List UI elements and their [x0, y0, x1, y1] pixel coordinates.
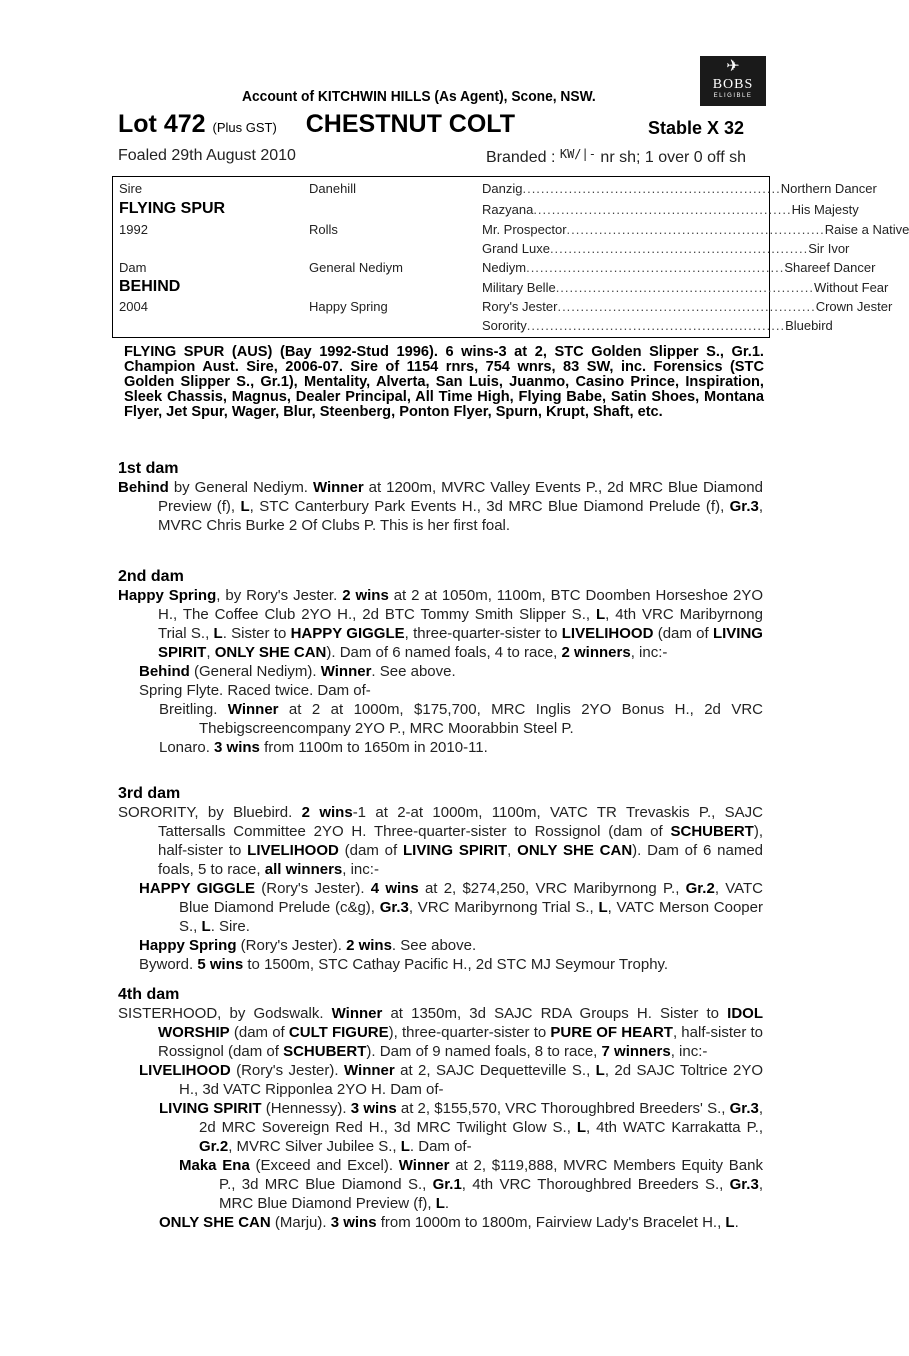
- bold-text: 3 wins: [330, 1214, 377, 1231]
- horse-description: CHESTNUT COLT: [305, 110, 515, 138]
- pedigree-paragraph: [118, 1099, 763, 1156]
- text: at 1350m, 3d SAJC RDA Groups H. Sister to: [382, 1005, 728, 1022]
- text: at 2, $274,250, VRC Maribyrnong P.,: [418, 880, 686, 897]
- bold-text: IDOL WORSHIP: [158, 1005, 763, 1041]
- pedigree-paragraph: [118, 478, 763, 535]
- text: Breitling.: [159, 701, 228, 718]
- gen3-row: Grand Luxe ........................................................ Sir Ivor: [482, 241, 850, 256]
- text: . See above.: [391, 937, 477, 954]
- pedigree-paragraph: [118, 1213, 763, 1232]
- text: , 4th WATC Karrakatta P.,: [586, 1119, 763, 1136]
- bold-text: ONLY SHE CAN: [517, 842, 633, 859]
- text: , 2d MRC Sovereign Red H., 3d MRC Twilight Glow S.,: [199, 1100, 763, 1136]
- lot-heading: [118, 110, 515, 139]
- sire-year: 1992: [119, 222, 148, 237]
- text: at 2, SAJC Dequetteville S.,: [394, 1062, 596, 1079]
- text: (Marju).: [270, 1214, 331, 1231]
- bold-text: LIVELIHOOD: [561, 625, 654, 642]
- first-dam-section: [118, 459, 763, 535]
- section-heading: 1st dam: [118, 460, 179, 477]
- pedigree-paragraph: [118, 681, 763, 700]
- bold-text: 2 wins: [346, 937, 392, 954]
- text: (Rory's Jester).: [236, 937, 347, 954]
- bold-text: 2 wins: [301, 804, 353, 821]
- pedigree-paragraph: [118, 586, 763, 662]
- bold-text: Gr.3: [729, 1176, 759, 1193]
- bold-text: LIVELIHOOD: [247, 842, 339, 859]
- bold-text: Happy Spring: [118, 587, 217, 604]
- bold-text: L: [595, 1062, 605, 1079]
- bold-text: L: [595, 606, 606, 623]
- text: ,: [206, 644, 215, 661]
- text: at 2 at 1050m, 1100m, BTC Doomben Horseshoe 2YO H., The Coffee Club 2YO H., 2d BTC Tommy Smith Slipper S.,: [158, 587, 763, 623]
- bold-text: L: [576, 1119, 587, 1136]
- bold-text: Gr.3: [379, 899, 409, 916]
- text: , 4th VRC Maribyrnong Trial S.,: [158, 606, 763, 642]
- text: at 1200m, MVRC Valley Events P., 2d MRC Blue Diamond Preview (f),: [158, 479, 763, 515]
- pedigree-paragraph: [118, 700, 763, 738]
- sire-dam: Rolls: [309, 222, 338, 237]
- bold-text: 4 wins: [370, 880, 419, 897]
- pedigree-paragraph: [118, 955, 763, 974]
- bold-text: L: [201, 918, 211, 935]
- bold-text: Winner: [312, 479, 369, 496]
- text: , STC Canterbury Park Events H., 3d MRC Blue Diamond Prelude (f),: [249, 498, 730, 515]
- text: , inc:-: [670, 1043, 708, 1060]
- pedigree-paragraph: [118, 879, 763, 936]
- pedigree-paragraph: [118, 936, 763, 955]
- bold-text: Winner: [320, 663, 372, 680]
- bold-text: L: [213, 625, 223, 642]
- text: by General Nediym.: [173, 479, 313, 496]
- bold-text: ONLY SHE CAN: [214, 644, 327, 661]
- sire-sire: Danehill: [309, 181, 356, 196]
- text: (Rory's Jester).: [255, 880, 371, 897]
- bold-text: Winner: [398, 1157, 450, 1174]
- text: , VRC Maribyrnong Trial S.,: [408, 899, 599, 916]
- bold-text: CULT FIGURE: [288, 1024, 389, 1041]
- pedigree-paragraph: [118, 662, 763, 681]
- text: ). Dam of 6 named foals, 4 to race,: [326, 644, 562, 661]
- bold-text: Gr.3: [729, 498, 759, 515]
- foaled-date: Foaled 29th August 2010: [118, 147, 296, 164]
- gen3-row: Sorority ........................................................ Bluebird: [482, 318, 833, 333]
- pedigree-table: [112, 176, 909, 338]
- text: , 2d SAJC Toltrice 2YO H., 3d VATC Ripponlea 2YO H. Dam of-: [179, 1062, 763, 1098]
- bold-text: 3 wins: [350, 1100, 397, 1117]
- sire-name: FLYING SPUR: [119, 200, 226, 217]
- bold-text: Behind: [118, 479, 174, 496]
- text: . Sire.: [210, 918, 250, 935]
- text: from 1100m to 1650m in 2010-11.: [259, 739, 488, 756]
- text: . Dam of-: [409, 1138, 472, 1155]
- text: (dam of: [338, 842, 403, 859]
- text: Spring Flyte. Raced twice. Dam of-: [139, 682, 371, 699]
- bold-text: Winner: [331, 1005, 383, 1022]
- bold-text: Maka Ena: [179, 1157, 250, 1174]
- section-body: [118, 1004, 763, 1232]
- text: , MRC Blue Diamond Preview (f),: [219, 1176, 763, 1212]
- sire-label: Sire: [119, 181, 143, 196]
- bold-text: ONLY SHE CAN: [159, 1214, 271, 1231]
- gen3-row: Rory's Jester ........................................................ Crown Jester: [482, 299, 893, 314]
- text: (dam of: [653, 625, 713, 642]
- horse-icon: ✈: [726, 58, 740, 75]
- dam-label: Dam: [119, 260, 147, 275]
- text: Byword.: [139, 956, 198, 973]
- bold-text: all winners: [264, 861, 343, 878]
- bold-text: SCHUBERT: [670, 823, 754, 840]
- bold-text: 2 winners: [561, 644, 631, 661]
- text: . Sister to: [222, 625, 291, 642]
- bold-text: HAPPY GIGGLE: [290, 625, 405, 642]
- dam-dam: Happy Spring: [309, 299, 388, 314]
- bold-text: Gr.1: [432, 1176, 462, 1193]
- text: from 1000m to 1800m, Fairview Lady's Bracelet H.,: [376, 1214, 726, 1231]
- bold-text: LIVING SPIRIT: [158, 625, 763, 661]
- text: -1 at 2-at 1000m, 1100m, VATC TR Trevaskis P., SAJC Tattersalls Committee 2YO H. Three-quarter-sister to Rossignol (dam of: [158, 804, 764, 840]
- bold-text: SCHUBERT: [283, 1043, 367, 1060]
- section-body: [118, 478, 763, 535]
- bold-text: Winner: [344, 1062, 395, 1079]
- bold-text: LIVING SPIRIT: [159, 1100, 262, 1117]
- pedigree-paragraph: [118, 738, 763, 757]
- text: to 1500m, STC Cathay Pacific H., 2d STC MJ Seymour Trophy.: [243, 956, 669, 973]
- text: (General Nediym).: [189, 663, 321, 680]
- text: , three-quarter-sister to: [404, 625, 562, 642]
- bold-text: LIVING SPIRIT: [403, 842, 508, 859]
- section-heading: 2nd dam: [118, 568, 184, 585]
- stable-number: Stable X 32: [648, 118, 745, 138]
- text: (dam of: [229, 1024, 289, 1041]
- text: , by Rory's Jester.: [216, 587, 343, 604]
- bold-text: Gr.2: [685, 880, 715, 897]
- bold-text: L: [240, 498, 250, 515]
- gen3-row: Military Belle ........................................................ Without Fear: [482, 280, 889, 295]
- text: , MVRC Silver Jubilee S.,: [228, 1138, 401, 1155]
- text: ), three-quarter-sister to: [388, 1024, 551, 1041]
- third-dam-section: [118, 784, 763, 974]
- text: . See above.: [371, 663, 456, 680]
- account-line: Account of KITCHWIN HILLS (As Agent), Scone, NSW.: [242, 88, 596, 105]
- gen3-row: Nediym ........................................................ Shareef Dancer: [482, 260, 876, 275]
- bold-text: 3 wins: [214, 739, 260, 756]
- section-heading: 3rd dam: [118, 785, 181, 802]
- text: SORORITY, by Bluebird.: [118, 804, 302, 821]
- pedigree-paragraph: [118, 803, 763, 879]
- text: , half-sister to Rossignol (dam of: [158, 1024, 764, 1060]
- bold-text: Winner: [227, 701, 279, 718]
- bold-text: Gr.2: [199, 1138, 229, 1155]
- fourth-dam-section: [118, 985, 763, 1232]
- brand-mark-icon: KW/|-: [559, 147, 596, 161]
- text: ,: [507, 842, 518, 859]
- gen3-row: Razyana ........................................................ His Majesty: [482, 202, 859, 217]
- text: ). Dam of 9 named foals, 8 to race,: [366, 1043, 602, 1060]
- sire-summary: FLYING SPUR (AUS) (Bay 1992-Stud 1996). 6 wins-3 at 2, STC Golden Slipper S., Gr.1. Champion Aust. Sire, 2006-07. Sire of 1154 rnrs, 754 wnrs, 83 SW, inc. Forensics (STC Golden Slipper S., Gr.1), Mentality, Alverta, San Luis, Juanmo, Casino Prince, Inspiration, Sleek Chassis, Magnus, Dealer Principal, All Time High, Flying Babe, Satin Shoes, Montana Flyer, Jet Spur, Wager, Blur, Steenberg, Ponton Flyer, Spurn, Krupt, Shaft, etc.: [124, 344, 764, 420]
- bold-text: L: [400, 1138, 410, 1155]
- bold-text: L: [598, 899, 608, 916]
- text: ). Dam of 6 named foals, 5 to race,: [158, 842, 764, 878]
- section-heading: 4th dam: [118, 986, 180, 1003]
- bold-text: 2 wins: [342, 587, 389, 604]
- lot-number: Lot 472: [118, 110, 206, 138]
- text: .: [734, 1214, 739, 1231]
- section-body: [118, 803, 763, 974]
- text: Lonaro.: [159, 739, 215, 756]
- text: , inc:-: [630, 644, 668, 661]
- dam-sire: General Nediym: [309, 260, 403, 275]
- text: SISTERHOOD, by Godswalk.: [118, 1005, 332, 1022]
- second-dam-section: [118, 567, 763, 757]
- gen3-row: Danzig ........................................................ Northern Dancer: [482, 181, 877, 196]
- text: (Exceed and Excel).: [249, 1157, 399, 1174]
- text: (Hennessy).: [261, 1100, 351, 1117]
- bold-text: Happy Spring: [139, 937, 237, 954]
- branded-info: Branded : $^{KW/|-}$ nr sh; 1 over 0 off sh: [486, 147, 746, 166]
- pedigree-paragraph: [118, 1156, 763, 1213]
- gen3-row: Mr. Prospector ........................................................ Raise a Native: [482, 222, 909, 237]
- text: (Rory's Jester).: [230, 1062, 344, 1079]
- bold-text: 5 wins: [197, 956, 244, 973]
- text: , inc:-: [342, 861, 379, 878]
- pedigree-paragraph: [118, 1061, 763, 1099]
- text: , VATC Merson Cooper S.,: [179, 899, 763, 935]
- bold-text: L: [435, 1195, 445, 1212]
- text: at 2, $119,888, MVRC Members Equity Bank P., 3d MRC Blue Diamond S.,: [219, 1157, 763, 1193]
- bold-text: PURE OF HEART: [550, 1024, 673, 1041]
- text: , MVRC Chris Burke 2 Of Clubs P. This is her first foal.: [158, 498, 763, 534]
- bold-text: Gr.3: [729, 1100, 759, 1117]
- bobs-eligible-logo: ✈ BOBS ELIGIBLE: [700, 56, 766, 106]
- dam-year: 2004: [119, 299, 148, 314]
- bold-text: LIVELIHOOD: [139, 1062, 231, 1079]
- text: .: [444, 1195, 450, 1212]
- pedigree-paragraph: [118, 1004, 763, 1061]
- gst-note: (Plus GST): [212, 120, 277, 135]
- dam-name: BEHIND: [119, 278, 181, 295]
- text: at 2 at 1000m, $175,700, MRC Inglis 2YO Bonus H., 2d VRC Thebigscreencompany 2YO P., MRC Moorabbin Steel P.: [199, 701, 763, 737]
- bold-text: L: [725, 1214, 735, 1231]
- text: ), half-sister to: [158, 823, 763, 859]
- section-body: [118, 586, 763, 757]
- text: at 2, $155,570, VRC Thoroughbred Breeders' S.,: [396, 1100, 730, 1117]
- bold-text: 7 winners: [601, 1043, 671, 1060]
- text: , VATC Blue Diamond Prelude (c&g),: [179, 880, 764, 916]
- bold-text: HAPPY GIGGLE: [139, 880, 255, 897]
- text: , 4th VRC Thoroughbred Breeders S.,: [461, 1176, 730, 1193]
- bold-text: Behind: [139, 663, 190, 680]
